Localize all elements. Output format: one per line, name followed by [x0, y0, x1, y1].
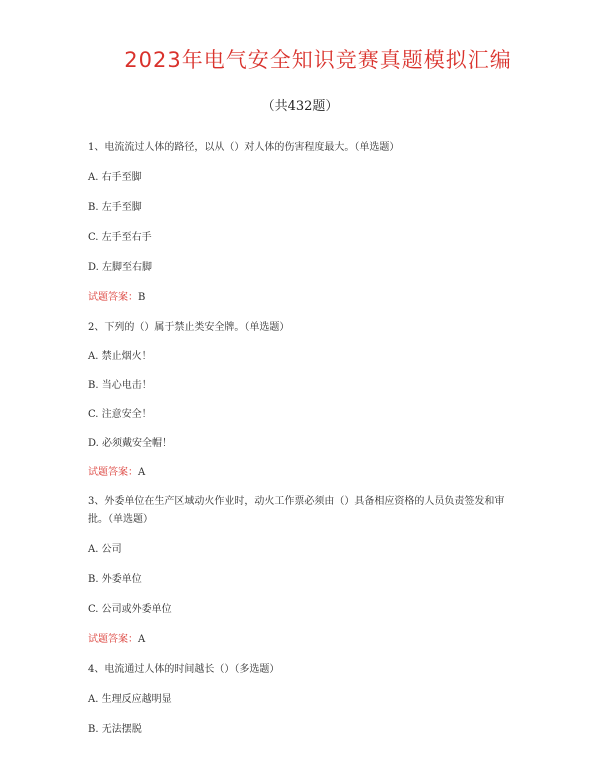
answer-value: B [138, 292, 146, 303]
question-2-answer [88, 463, 145, 478]
question-3-option-b: B. 外委单位 [88, 574, 142, 585]
answer-value: A [138, 467, 146, 478]
question-3-stem-line-1: 3、外委单位在生产区域动火作业时，动火工作票必须由（）具备相应资格的人员负责签发和审 [88, 496, 505, 507]
document-title: 2023年电气安全知识竞赛真题模拟汇编 [124, 48, 512, 72]
question-1-option-b: B. 左手至脚 [88, 202, 142, 213]
question-3-stem-line-2: 批。（单选题） [88, 514, 153, 525]
answer-label: 试题答案： [88, 634, 138, 645]
question-4-stem: 4、电流通过人体的时间越长（）（多选题） [88, 664, 280, 675]
question-1-option-c: C. 左手至右手 [88, 232, 152, 243]
answer-label: 试题答案： [88, 292, 138, 303]
question-2-option-c: C. 注意安全！ [88, 409, 152, 420]
question-4-option-b: B. 无法摆脱 [88, 724, 142, 735]
question-1-answer [88, 288, 145, 303]
question-1-option-a: A. 右手至脚 [88, 172, 142, 183]
question-2-option-a: A. 禁止烟火！ [88, 351, 152, 362]
question-2-option-b: B. 当心电击！ [88, 380, 152, 391]
answer-label: 试题答案： [88, 467, 138, 478]
question-2-option-d: D. 必须戴安全帽！ [88, 438, 173, 449]
question-2-stem: 2、下列的（）属于禁止类安全牌。（单选题） [88, 322, 290, 333]
document-subtitle: （共432题） [261, 99, 339, 114]
question-3-option-c: C. 公司或外委单位 [88, 604, 172, 615]
question-3-option-a: A. 公司 [88, 544, 122, 555]
answer-value: A [138, 634, 146, 645]
question-1-option-d: D. 左脚至右脚 [88, 262, 153, 273]
question-3-answer [88, 630, 145, 645]
question-1-stem: 1、电流流过人体的路径，以从（）对人体的伤害程度最大。（单选题） [88, 142, 400, 153]
question-4-option-a: A. 生理反应越明显 [88, 694, 172, 705]
